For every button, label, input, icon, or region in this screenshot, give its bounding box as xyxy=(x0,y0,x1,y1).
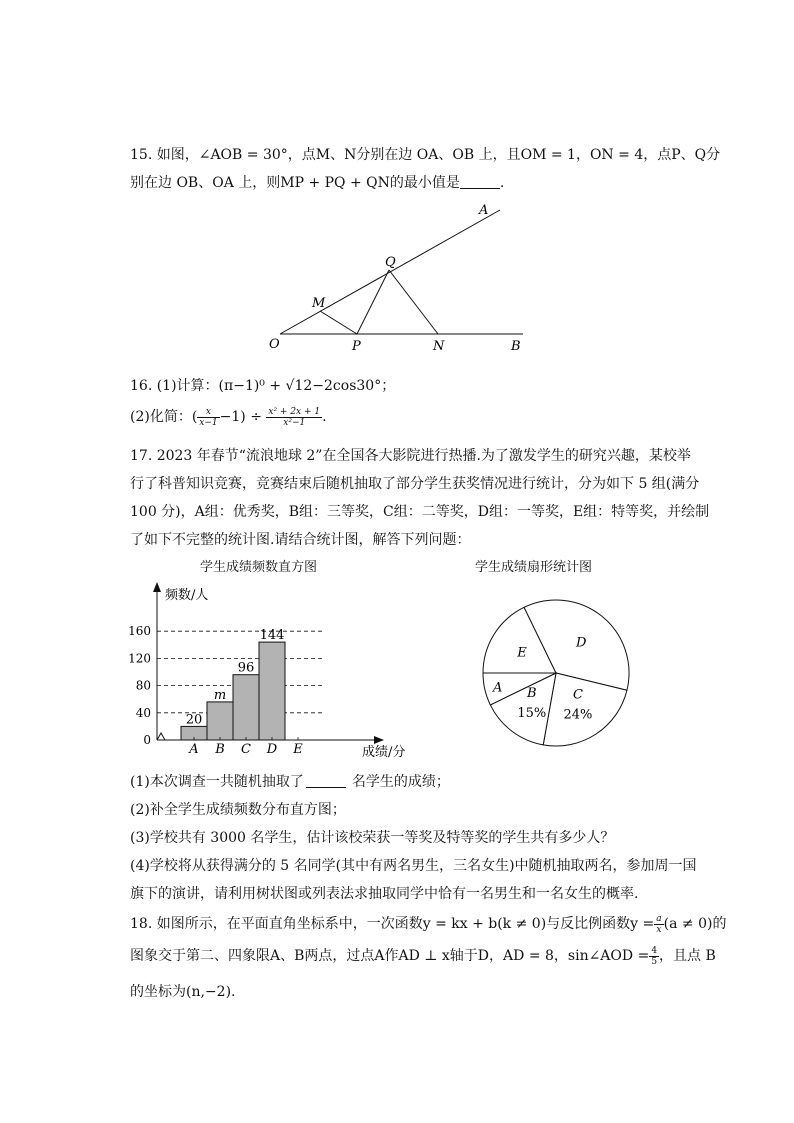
q16-f1-den: x−1 xyxy=(199,417,218,428)
q16-f2-den: x²−1 xyxy=(283,417,306,428)
y-tick-label-40: 40 xyxy=(135,705,151,720)
q17-sub1-a: (1)本次调查一共随机抽取了 xyxy=(130,774,304,790)
q16-line2-c: . xyxy=(322,409,327,425)
q18-sin-num: 4 xyxy=(651,945,658,956)
q16-fraction-1 xyxy=(197,407,219,428)
q18-sin-den: 5 xyxy=(651,956,658,967)
label-A: A xyxy=(479,203,489,218)
x-category-A: A xyxy=(189,742,199,757)
q17-line4: 了如下不完整的统计图.请结合统计图，解答下列问题： xyxy=(130,532,471,548)
q16-line2 xyxy=(130,404,327,430)
y-tick-label-120: 120 xyxy=(128,651,151,666)
q17-line2: 行了科普知识竞赛，竞赛结束后随机抽取了部分学生获奖情况进行统计，分为如下 5 组(满分 xyxy=(130,476,700,492)
q17-sub5: 旗下的演讲，请利用树状图或列表法求抽取同学中恰有一名男生和一名女生的概率. xyxy=(130,886,639,902)
pie-label-D: D xyxy=(575,635,587,651)
label-P: P xyxy=(352,339,361,354)
q18-line1-a: 18. 如图所示，在平面直角坐标系中，一次函数y = kx + b(k ≠ 0)与反比例函数y = xyxy=(130,916,655,932)
bar-value-label-D: 144 xyxy=(259,628,285,644)
x-category-E: E xyxy=(293,742,303,757)
q16-fraction-2 xyxy=(266,407,322,428)
label-M: M xyxy=(312,296,326,311)
q16-line2-a: (2)化简：( xyxy=(130,409,198,425)
label-O: O xyxy=(269,337,280,352)
q16-line2-b: −1) ÷ xyxy=(219,409,262,425)
geometry-figure xyxy=(0,195,794,395)
q18-frac-num: a xyxy=(656,913,662,924)
y-tick-label-160: 160 xyxy=(128,624,151,639)
q16-line1: 16. (1)计算：(π−1)⁰ + √12−2cos30°； xyxy=(130,378,396,394)
q18-line3: 的坐标为(n,−2). xyxy=(130,984,236,1000)
q18-line1 xyxy=(130,910,726,938)
q17-sub1 xyxy=(130,772,450,792)
label-B: B xyxy=(511,339,521,354)
q16-f2-num: x² + 2x + 1 xyxy=(268,406,321,417)
q17-line1: 17. 2023 年春节“流浪地球 2”在全国各大影院进行热播.为了激发学生的研究兴趣，某校举 xyxy=(130,448,691,464)
q17-sub1-b: 名学生的成绩； xyxy=(351,774,450,790)
bar-value-label-B: m xyxy=(213,687,227,703)
bar-value-label-A: 20 xyxy=(185,712,203,728)
q15-line2-text: 别在边 OB、OA 上，则MP + PQ + QN的最小值是 xyxy=(130,175,460,191)
segment-QN xyxy=(389,270,438,334)
label-Q: Q xyxy=(385,255,396,270)
q17-sub2: (2)补全学生成绩频数分布直方图； xyxy=(130,802,346,818)
pie-title: 学生成绩扇形统计图 xyxy=(475,560,593,575)
q15-answer-blank xyxy=(460,174,500,189)
x-category-B: B xyxy=(215,742,225,757)
pie-percent-C: 24% xyxy=(563,707,593,723)
q18-line2-b: ，且点 B xyxy=(659,948,716,964)
q15-line2 xyxy=(130,173,504,193)
q15-line2-end: . xyxy=(499,175,505,191)
bar-value-label-C: 96 xyxy=(237,660,255,676)
x-axis-label: 成绩/分 xyxy=(362,745,406,760)
pie-label-A: A xyxy=(492,680,503,696)
q15-line1: 15. 如图，∠AOB = 30°，点M、N分别在边 OA、OB 上，且OM = 1，ON = 4，点P、Q分 xyxy=(130,147,721,163)
x-category-D: D xyxy=(266,742,278,757)
q16-f1-num: x xyxy=(197,407,219,418)
q18-fraction-sin xyxy=(649,946,659,967)
pie-chart xyxy=(0,590,794,790)
q18-line2 xyxy=(130,942,716,970)
q18-fraction-a-x xyxy=(654,914,663,935)
segment-MP xyxy=(320,311,357,334)
q17-sub3: (3)学校共有 3000 名学生，估计该校荣获一等奖及特等奖的学生共有多少人？ xyxy=(130,830,615,846)
q17-line3: 100 分)，A组：优秀奖，B组：三等奖，C组：二等奖，D组：一等奖，E组：特等奖，并绘制 xyxy=(130,504,710,520)
x-category-C: C xyxy=(241,742,251,757)
y-axis-label: 频数/人 xyxy=(165,588,209,603)
y-tick-label-0: 0 xyxy=(143,733,151,747)
pie-label-C: C xyxy=(572,687,583,703)
y-tick-label-80: 80 xyxy=(135,678,151,693)
pie-label-B: B xyxy=(527,686,537,702)
pie-label-E: E xyxy=(517,645,527,661)
pie-percent-B: 15% xyxy=(517,706,547,722)
segment-PQ xyxy=(357,270,389,334)
q17-answer-blank xyxy=(306,773,346,788)
q18-line2-a: 图象交于第二、四象限A、B两点，过点A作AD ⊥ x轴于D，AD = 8，sin∠AOD = xyxy=(130,948,650,964)
q18-line1-b: (a ≠ 0)的 xyxy=(663,916,727,932)
histogram-title: 学生成绩频数直方图 xyxy=(200,560,318,575)
label-N: N xyxy=(433,339,445,354)
q18-frac-den: x xyxy=(656,924,662,935)
q17-sub4: (4)学校将从获得满分的 5 名同学(其中有两名男生，三名女生)中随机抽取两名，参加周一国 xyxy=(130,858,697,874)
